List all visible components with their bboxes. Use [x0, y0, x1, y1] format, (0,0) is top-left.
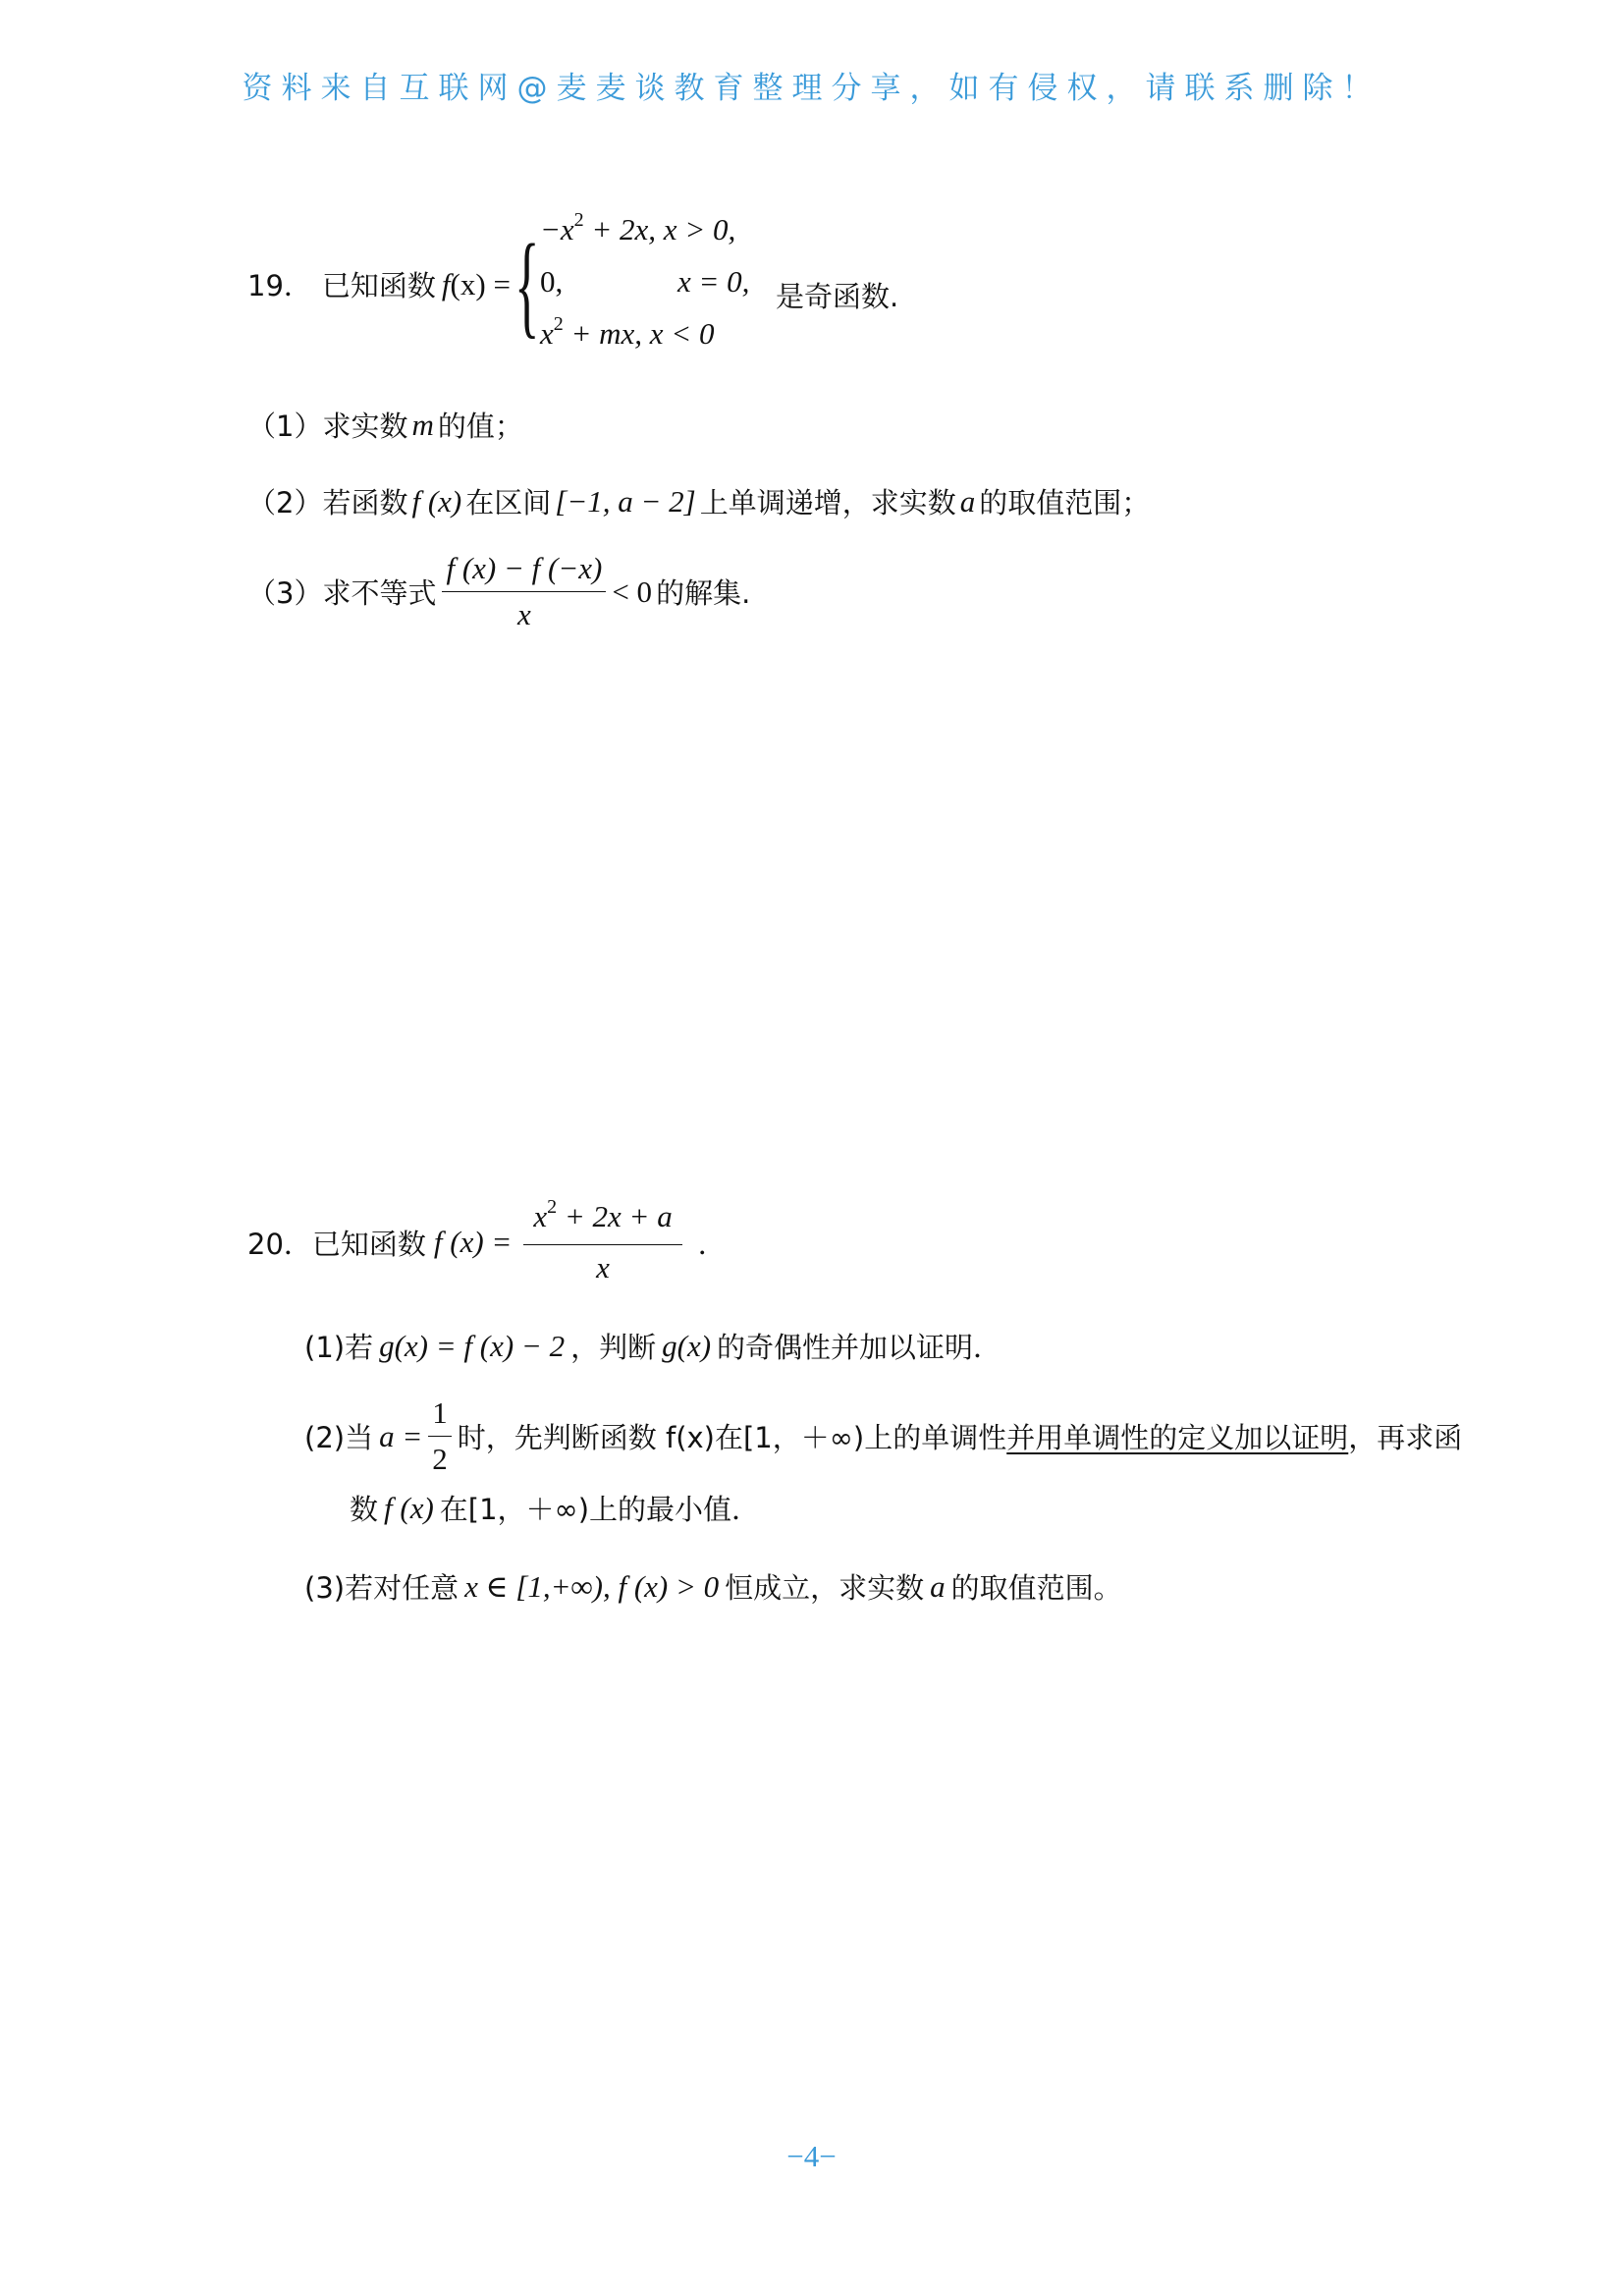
q19-part-1: （1）求实数 m 的值；: [247, 407, 523, 443]
q19-brace: {: [514, 219, 540, 349]
q19-tail: 是奇函数.: [776, 280, 899, 313]
page-number: −4−: [786, 2139, 837, 2173]
q20-half-fraction: $\frac{1}{2}$: [428, 1394, 452, 1478]
q20-fraction: [523, 1198, 681, 1286]
q19-case-3: x2 + mx, x < 0: [539, 313, 715, 351]
q19-part-2: （2）若函数 f (x) 在区间 [−1, a − 2] 上单调递增，求实数 a 的取值范围；: [247, 483, 1151, 519]
q20-number: 20．已知函数: [247, 1227, 426, 1261]
q20-stem: 20．已知函数 f (x) = $\frac{x2 + 2x + a}{x}$ ．: [247, 1196, 727, 1285]
watermark-header: 资料来自互联网@麦麦谈教育整理分享，如有侵权，请联系删除！: [242, 71, 1381, 106]
q20-part-2: (2)当 a = $\frac{1}{2}$ 时，先判断函数 f(x)在[1，＋∞)上的单调性 并用单调性的定义加以证明 ，再求函: [304, 1395, 1463, 1476]
q20-fraction-num: x2 + 2x + a: [523, 1198, 681, 1245]
q19-number: 19．: [247, 269, 312, 302]
q19-part-3: （3）求不等式 $\frac{f (x) - f (-x)}{x}$ < 0 的解集.: [247, 551, 751, 631]
q19-cases: [540, 206, 749, 362]
q20-part-1: (1)若 g(x) = f (x) − 2 ，判断 g(x) 的奇偶性并加以证明．: [304, 1328, 1002, 1364]
q19-fraction-den: x: [517, 597, 531, 631]
q20-part-3: (3)若对任意 x ∈ [1,+∞), f (x) > 0 恒成立，求实数 a 的取值范围。: [304, 1568, 1122, 1605]
q20-fraction-den: x: [596, 1250, 610, 1285]
q20-part-2-line-2: 数 f (x) 在[1，＋∞)上的最小值．: [350, 1490, 761, 1526]
q20-underlined-text: 并用单调性的定义加以证明: [1006, 1421, 1349, 1454]
q19-case-1: −x2 + 2x, x > 0,: [539, 209, 736, 246]
q19-f-arg: (x) =: [450, 266, 511, 301]
q19-case-2: 0, x = 0,: [539, 264, 750, 299]
q19-intro: 已知函数: [321, 269, 436, 302]
q19-fraction-num: f (x) − f (−x): [442, 550, 606, 592]
q19-fraction: [442, 550, 606, 633]
q19-stem: [247, 206, 749, 362]
q19-f: f: [441, 266, 451, 301]
